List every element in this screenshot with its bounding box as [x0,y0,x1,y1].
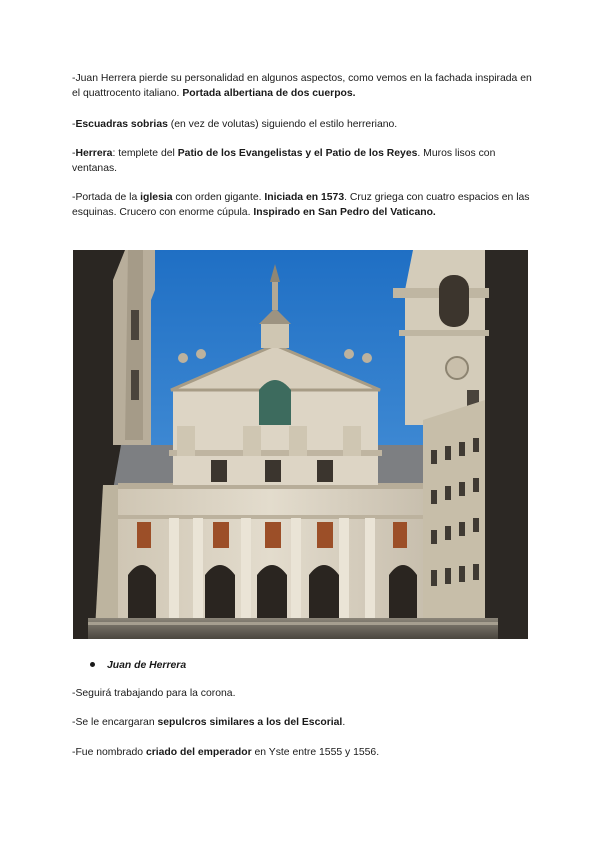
paragraph-portada-iglesia [72,190,532,220]
bold-run: iglesia [140,192,173,203]
text-run: . Cruz griega con cuatro espacios en las esquinas. Crucero con enorme cúpula. [72,192,530,218]
bullet-label: Juan de Herrera [107,660,187,671]
bullet-dot-icon [90,662,95,667]
text-run: -Portada de la [72,192,141,203]
paragraph-fachada [72,71,532,101]
bold-run: Herrera [75,148,113,159]
text-run: -Se le encargaran [72,717,158,728]
paragraph-escuadras [72,117,532,132]
text-run: -Juan Herrera pierde su personalidad en algunos aspectos, como vemos en la fachada inspirada en el quattrocento italiano. [72,73,532,99]
text-run: en Yste entre 1555 y 1556. [251,747,380,758]
text-run: . Muros lisos con ventanas. [72,148,496,174]
bold-run: Inspirado en San Pedro del Vaticano. [253,207,436,218]
text-run: : templete del [112,148,178,159]
bullet-item-juan-de-herrera [90,658,186,673]
bold-run: Patio de los Evangelistas y el Patio de los Reyes [177,148,418,159]
paragraph-herrera-templete [72,146,532,176]
text-run: . [342,717,346,728]
text-run: con orden gigante. [172,192,265,203]
text-run: - [72,148,76,159]
paragraph-sepulcros [72,715,532,730]
bold-run: criado del emperador [145,747,252,758]
text-run: -Fue nombrado [72,747,146,758]
paragraph-corona [72,686,532,701]
escorial-photo [73,250,528,639]
bold-run: Portada albertiana de dos cuerpos. [182,88,356,99]
text-run: - [72,119,76,130]
text-run: -Seguirá trabajando para la corona. [72,688,236,699]
text-run: (en vez de volutas) siguiendo el estilo herreriano. [167,119,398,130]
bold-run: Iniciada en 1573 [264,192,345,203]
bold-run: Escuadras sobrias [75,119,168,130]
paragraph-criado-emperador [72,745,532,760]
bold-run: sepulcros similares a los del Escorial [157,717,343,728]
